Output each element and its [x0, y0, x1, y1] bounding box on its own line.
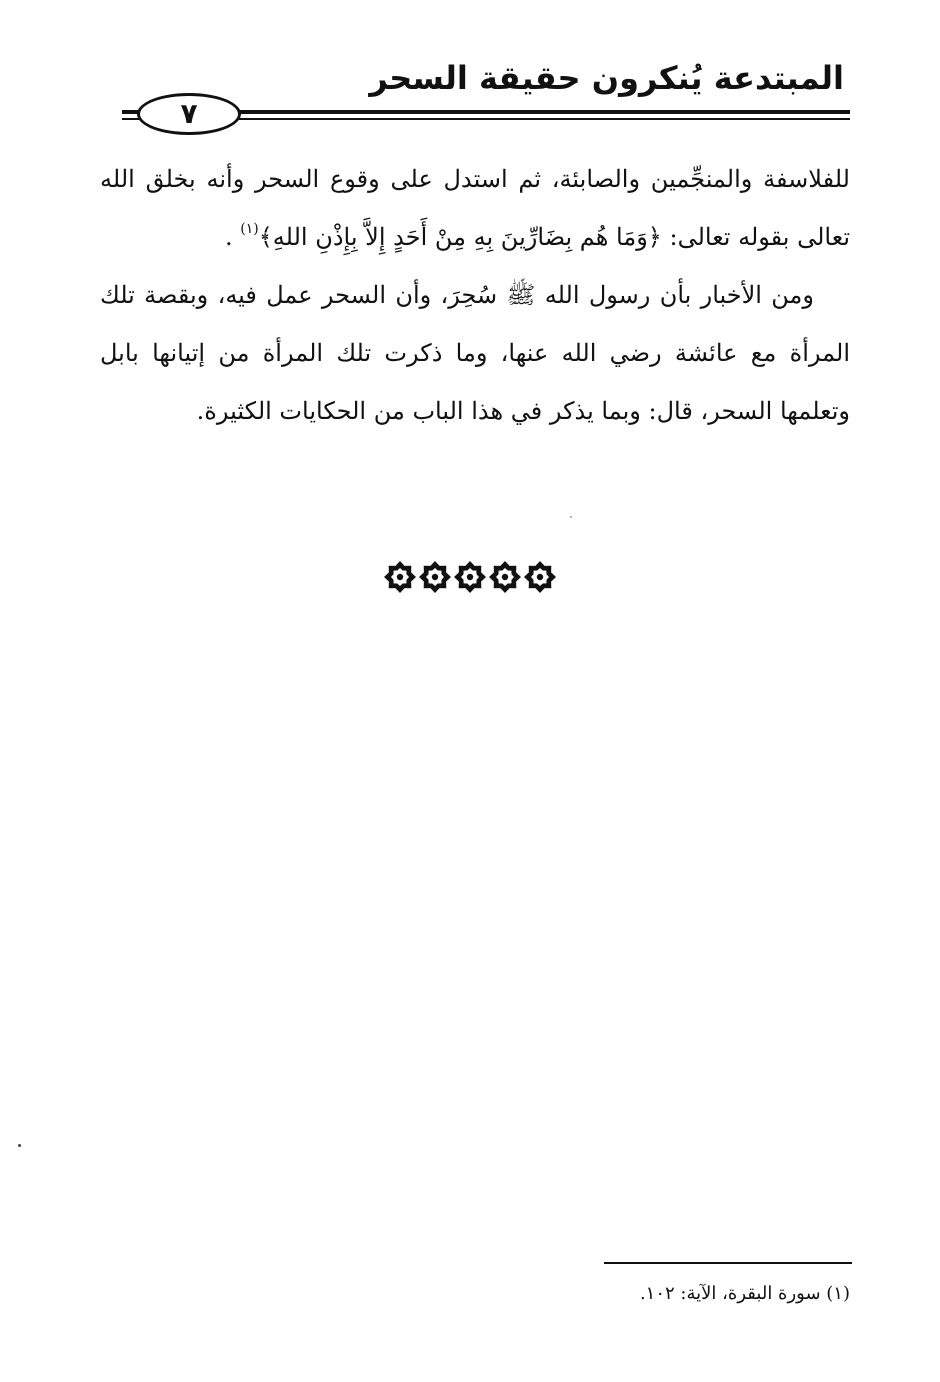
paragraph-1-text: للفلاسفة والمنجِّمين والصابئة، ثم استدل على وقوع السحر وأنه بخلق الله تعالى بقوله تعالى: ﴿وَمَا هُم بِضَارِّينَ بِهِ مِنْ أَحَدٍ إِلاَّ بِإِذْنِ اللهِ﴾ [100, 165, 850, 251]
running-title: المبتدعة يُنكرون حقيقة السحر [369, 59, 844, 97]
scan-speck [570, 516, 572, 518]
five-star-ornament [382, 560, 558, 594]
footnote-rule [604, 1262, 852, 1264]
ornament-star-icon [384, 561, 416, 593]
ornament-star-icon [454, 561, 486, 593]
footnote-reference: (١) [240, 221, 259, 237]
body-text [100, 150, 850, 440]
paragraph-1 [100, 150, 850, 266]
ornament-star-icon [419, 561, 451, 593]
ornament-star-icon [489, 561, 521, 593]
footnote-1: (١) سورة البقرة، الآية: ١٠٢. [639, 1283, 850, 1304]
page-number: ٧ [137, 93, 241, 135]
paragraph-1-end: . [225, 223, 241, 251]
paragraph-2: ومن الأخبار بأن رسول الله ﷺ سُحِرَ، وأن السحر عمل فيه، وبقصة تلك المرأة مع عائشة رضي الله عنها، وما ذكرت تلك المرأة من إتيانها بابل وتعلمها السحر، قال: وبما يذكر في هذا الباب من الحكايات الكثيرة. [100, 281, 850, 425]
ornament-star-icon [524, 561, 556, 593]
scan-speck [18, 1144, 21, 1147]
